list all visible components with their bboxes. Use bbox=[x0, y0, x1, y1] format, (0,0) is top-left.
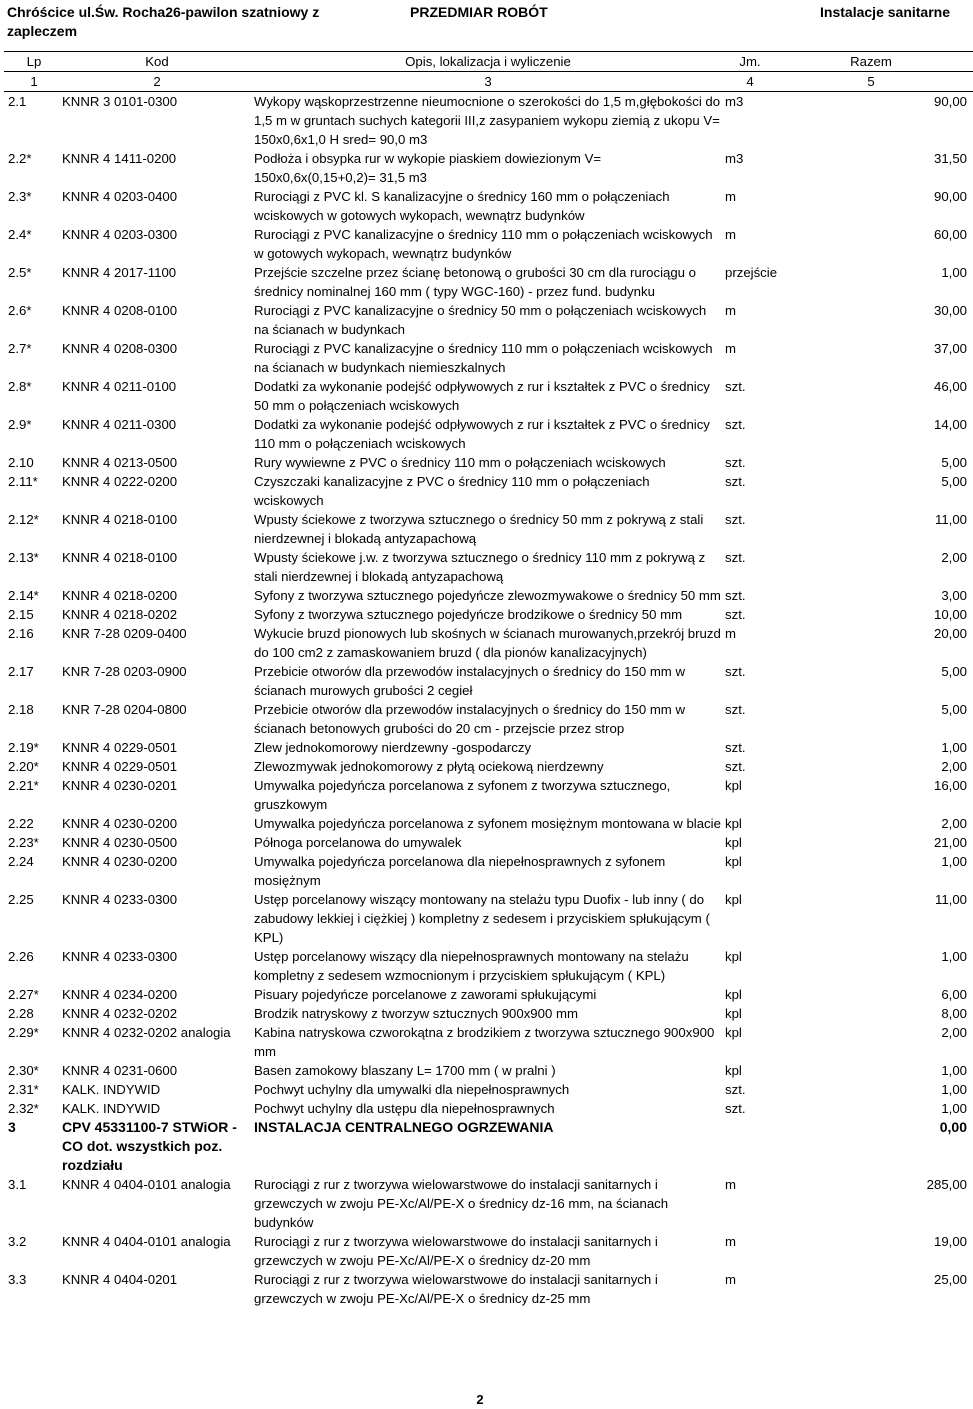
page-number: 2 bbox=[476, 1392, 484, 1407]
row-razem: 10,00 bbox=[933, 607, 967, 622]
row-razem: 31,50 bbox=[933, 151, 967, 166]
row-opis: Rurociągi z rur z tworzywa wielowarstwowe do instalacji sanitarnych i grzewczych w zwoju PE-Xc/Al/PE-X o średnicy dz-16 mm, na ścianach budynków bbox=[254, 1177, 669, 1230]
row-jm: m bbox=[725, 227, 736, 242]
row-jm: szt. bbox=[725, 550, 746, 565]
row-lp: 3.3 bbox=[8, 1272, 27, 1287]
table-row bbox=[4, 1232, 973, 1270]
row-opis: Półnoga porcelanowa do umywalek bbox=[254, 835, 462, 850]
row-lp: 2.31* bbox=[8, 1082, 39, 1097]
row-razem: 30,00 bbox=[933, 303, 967, 318]
row-kod: KNNR 3 0101-0300 bbox=[62, 94, 178, 109]
table-row bbox=[4, 605, 973, 624]
row-lp: 2.29* bbox=[8, 1025, 39, 1040]
row-jm: kpl bbox=[725, 816, 742, 831]
table-row bbox=[4, 757, 973, 776]
row-kod: KALK. INDYWID bbox=[62, 1082, 161, 1097]
row-lp: 2.25 bbox=[8, 892, 34, 907]
row-lp: 2.2* bbox=[8, 151, 32, 166]
row-razem: 19,00 bbox=[933, 1234, 967, 1249]
row-razem: 11,00 bbox=[934, 512, 967, 527]
row-lp: 2.4* bbox=[8, 227, 32, 242]
row-lp: 2.18 bbox=[8, 702, 34, 717]
table-header-row bbox=[4, 52, 973, 72]
row-kod: KNNR 4 0230-0200 bbox=[62, 816, 178, 831]
table-row bbox=[4, 1080, 973, 1099]
row-lp: 2.11* bbox=[8, 474, 38, 489]
row-kod: KNR 7-28 0209-0400 bbox=[62, 626, 187, 641]
page-header bbox=[0, 0, 960, 42]
row-opis: Rurociągi z rur z tworzywa wielowarstwowe do instalacji sanitarnych i grzewczych w zwoju PE-Xc/Al/PE-X o średnicy dz-25 mm bbox=[254, 1272, 658, 1306]
row-razem: 1,00 bbox=[941, 1101, 967, 1116]
row-jm: szt. bbox=[725, 474, 746, 489]
row-lp: 2.22 bbox=[8, 816, 34, 831]
row-opis: Przejście szczelne przez ścianę betonową o grubości 30 cm dla rurociągu o średnicy nominalnej 160 mm ( typy WGC-160) - przez fund. budynku bbox=[254, 265, 697, 299]
row-opis: Rurociągi z PVC kl. S kanalizacyjne o średnicy 160 mm o połączeniach wciskowych w gotowych wykopach, wewnątrz budynków bbox=[254, 189, 670, 223]
row-opis: Umywalka pojedyńcza porcelanowa dla niepełnosprawnych z syfonem mosiężnym bbox=[254, 854, 666, 888]
row-kod: KNNR 4 0218-0100 bbox=[62, 550, 178, 565]
row-lp: 2.21* bbox=[8, 778, 39, 793]
row-jm: szt. bbox=[725, 1082, 746, 1097]
table-row bbox=[4, 301, 973, 339]
row-jm: kpl bbox=[725, 1063, 742, 1078]
row-lp: 2.26 bbox=[8, 949, 34, 964]
row-jm: przejście bbox=[725, 265, 778, 280]
row-jm: szt. bbox=[725, 664, 746, 679]
row-jm: kpl bbox=[725, 854, 742, 869]
row-opis: Wpusty ściekowe z tworzywa sztucznego o średnicy 50 mm z pokrywą z stali nierdzewnej i blokadą antyzapachową bbox=[254, 512, 704, 546]
row-kod: KNNR 4 0230-0200 bbox=[62, 854, 178, 869]
table-row bbox=[4, 225, 973, 263]
row-razem: 0,00 bbox=[939, 1119, 967, 1135]
row-kod: KNNR 4 0218-0202 bbox=[62, 607, 178, 622]
row-opis: Zlewozmywak jednokomorowy z płytą ociekową nierdzewny bbox=[254, 759, 604, 774]
row-razem: 2,00 bbox=[941, 1025, 967, 1040]
table-row bbox=[4, 92, 973, 150]
header-section: Instalacje sanitarne bbox=[820, 4, 950, 20]
row-jm: kpl bbox=[725, 987, 742, 1002]
row-lp: 2.32* bbox=[8, 1101, 39, 1116]
row-opis: Pisuary pojedyńcze porcelanowe z zaworami spłukującymi bbox=[254, 987, 597, 1002]
row-opis: Zlew jednokomorowy nierdzewny -gospodarczy bbox=[254, 740, 532, 755]
row-opis: Kabina natryskowa czworokątna z brodzikiem z tworzywa sztucznego 900x900 mm bbox=[254, 1025, 715, 1059]
row-jm: szt. bbox=[725, 512, 746, 527]
col-jm: Jm. bbox=[722, 52, 775, 72]
row-opis: Brodzik natryskowy z tworzyw sztucznych 900x900 mm bbox=[254, 1006, 578, 1021]
row-jm: kpl bbox=[725, 778, 742, 793]
col-opis: Opis, lokalizacja i wyliczenie bbox=[252, 52, 722, 72]
row-opis: Pochwyt uchylny dla ustępu dla niepełnosprawnych bbox=[254, 1101, 555, 1116]
row-kod: KNNR 4 0404-0101 analogia bbox=[62, 1234, 231, 1249]
row-kod: KNR 7-28 0204-0800 bbox=[62, 702, 187, 717]
col-num-4: 4 bbox=[722, 72, 775, 92]
row-kod: CPV 45331100-7 STWiOR - CO dot. wszystkich poz. rozdziału bbox=[62, 1119, 237, 1173]
row-opis: Syfony z tworzywa sztucznego pojedyńcze brodzikowe o średnicy 50 mm bbox=[254, 607, 683, 622]
table-row bbox=[4, 1099, 973, 1118]
row-razem: 5,00 bbox=[941, 702, 967, 717]
row-opis: INSTALACJA CENTRALNEGO OGRZEWANIA bbox=[254, 1119, 554, 1135]
row-opis: Pochwyt uchylny dla umywalki dla niepełnosprawnych bbox=[254, 1082, 570, 1097]
row-kod: KNNR 4 0404-0101 analogia bbox=[62, 1177, 231, 1192]
row-razem: 37,00 bbox=[933, 341, 967, 356]
row-razem: 60,00 bbox=[933, 227, 967, 242]
row-jm bbox=[722, 1118, 775, 1175]
row-razem: 1,00 bbox=[941, 265, 967, 280]
row-jm: kpl bbox=[725, 949, 742, 964]
row-jm: szt. bbox=[725, 417, 746, 432]
row-kod: KNNR 4 0234-0200 bbox=[62, 987, 178, 1002]
row-lp: 2.13* bbox=[8, 550, 39, 565]
row-jm: m bbox=[725, 303, 736, 318]
row-kod: KNNR 4 0203-0300 bbox=[62, 227, 178, 242]
row-razem: 5,00 bbox=[941, 664, 967, 679]
table-row bbox=[4, 1061, 973, 1080]
table-row bbox=[4, 662, 973, 700]
row-lp: 2.9* bbox=[8, 417, 32, 432]
table-row bbox=[4, 415, 973, 453]
row-kod: KNNR 4 0218-0100 bbox=[62, 512, 178, 527]
table-row bbox=[4, 510, 973, 548]
row-opis: Umywalka pojedyńcza porcelanowa z syfonem z tworzywa sztucznego, gruszkowym bbox=[254, 778, 671, 812]
row-lp: 2.8* bbox=[8, 379, 32, 394]
header-location: Chróścice ul.Św. Rocha26-pawilon szatniowy z zapleczem bbox=[7, 4, 320, 39]
row-lp: 2.20* bbox=[8, 759, 39, 774]
row-razem: 46,00 bbox=[933, 379, 967, 394]
row-lp: 2.17 bbox=[8, 664, 34, 679]
row-kod: KNNR 4 0229-0501 bbox=[62, 740, 178, 755]
row-jm: szt. bbox=[725, 588, 746, 603]
table-row bbox=[4, 339, 973, 377]
row-kod: KNNR 4 0222-0200 bbox=[62, 474, 178, 489]
row-opis: Ustęp porcelanowy wiszący montowany na stelażu typu Duofix - lub inny ( do zabudowy lekkiej i ciężkiej ) kompletny z sedesem i przyciskiem spłukującym ( KPL) bbox=[254, 892, 710, 945]
row-lp: 2.15 bbox=[8, 607, 34, 622]
row-opis: Wykucie bruzd pionowych lub skośnych w ścianach murowanych,przekrój bruzd do 100 cm2 z zamaskowaniem bruzd ( dla pionów kanalizacyjnych) bbox=[254, 626, 721, 660]
row-jm: m bbox=[725, 1234, 736, 1249]
row-opis: Rury wywiewne z PVC o średnicy 110 mm o połączeniach wciskowych bbox=[254, 455, 666, 470]
row-kod: KNNR 4 0230-0500 bbox=[62, 835, 178, 850]
header-title: PRZEDMIAR ROBÓT bbox=[410, 4, 548, 20]
table-row bbox=[4, 453, 973, 472]
row-razem: 21,00 bbox=[933, 835, 967, 850]
row-razem: 1,00 bbox=[941, 1063, 967, 1078]
row-lp: 2.14* bbox=[8, 588, 39, 603]
table-row bbox=[4, 263, 973, 301]
table-row bbox=[4, 149, 973, 187]
bill-of-quantities-table bbox=[4, 51, 973, 1308]
row-razem: 8,00 bbox=[941, 1006, 967, 1021]
row-kod: KNNR 4 0233-0300 bbox=[62, 949, 178, 964]
row-opis: Ustęp porcelanowy wiszący dla niepełnosprawnych montowany na stelażu kompletny z sedesem wzmocnionym i przyciskiem spłukującym ( KPL) bbox=[254, 949, 689, 983]
row-lp: 3.1 bbox=[8, 1177, 27, 1192]
row-kod: KNR 7-28 0203-0900 bbox=[62, 664, 187, 679]
row-opis: Umywalka pojedyńcza porcelanowa z syfonem mosiężnym montowana w blacie bbox=[254, 816, 721, 831]
table-number-row bbox=[4, 72, 973, 92]
row-kod: KNNR 4 0229-0501 bbox=[62, 759, 178, 774]
row-kod: KNNR 4 0211-0300 bbox=[62, 417, 177, 432]
col-num-3: 3 bbox=[252, 72, 722, 92]
row-opis: Przebicie otworów dla przewodów instalacyjnych o średnicy do 150 mm w ścianach murowych grubości 2 cegieł bbox=[254, 664, 685, 698]
row-lp: 2.1 bbox=[8, 94, 27, 109]
table-row bbox=[4, 548, 973, 586]
row-kod: KNNR 4 1411-0200 bbox=[62, 151, 177, 166]
row-kod: KNNR 4 0203-0400 bbox=[62, 189, 178, 204]
row-razem: 1,00 bbox=[941, 1082, 967, 1097]
row-razem: 16,00 bbox=[933, 778, 967, 793]
row-razem: 1,00 bbox=[941, 949, 967, 964]
row-kod: KNNR 4 0231-0600 bbox=[62, 1063, 178, 1078]
row-jm: szt. bbox=[725, 1101, 746, 1116]
row-lp: 2.24 bbox=[8, 854, 34, 869]
row-jm: m3 bbox=[725, 151, 744, 166]
row-razem: 25,00 bbox=[933, 1272, 967, 1287]
row-lp: 2.5* bbox=[8, 265, 32, 280]
table-row bbox=[4, 890, 973, 947]
row-razem: 5,00 bbox=[941, 474, 967, 489]
row-razem: 14,00 bbox=[933, 417, 967, 432]
row-opis: Dodatki za wykonanie podejść odpływowych z rur i kształtek z PVC o średnicy 110 mm o połączeniach wciskowych bbox=[254, 417, 710, 451]
row-opis: Przebicie otworów dla przewodów instalacyjnych o średnicy do 150 mm w ścianach betonowych grubości do 20 cm - przejscie przez strop bbox=[254, 702, 685, 736]
row-razem: 90,00 bbox=[933, 189, 967, 204]
row-jm: szt. bbox=[725, 607, 746, 622]
row-opis: Basen zamokowy blaszany L= 1700 mm ( w pralni ) bbox=[254, 1063, 556, 1078]
row-razem: 5,00 bbox=[941, 455, 967, 470]
row-jm: m bbox=[725, 626, 736, 641]
row-razem: 2,00 bbox=[941, 816, 967, 831]
row-jm: m3 bbox=[725, 94, 744, 109]
table-row bbox=[4, 472, 973, 510]
row-opis: Rurociągi z PVC kanalizacyjne o średnicy 50 mm o połączeniach wciskowych na ścianach w budynkach bbox=[254, 303, 707, 337]
table-row bbox=[4, 985, 973, 1004]
row-opis: Wykopy wąskoprzestrzenne nieumocnione o szerokości do 1,5 m,głębokości do 1,5 m w gruntach suchych kategorii III,z zasypaniem wykopu ziemią z ukopu V= 150x0,6x1,0 H sred= 90,0 m3 bbox=[254, 94, 721, 147]
table-row bbox=[4, 377, 973, 415]
row-lp: 2.3* bbox=[8, 189, 32, 204]
row-kod: KALK. INDYWID bbox=[62, 1101, 161, 1116]
row-jm: m bbox=[725, 1177, 736, 1192]
table-row bbox=[4, 1023, 973, 1061]
row-kod: KNNR 4 0232-0202 analogia bbox=[62, 1025, 231, 1040]
table-row bbox=[4, 700, 973, 738]
table-row bbox=[4, 1118, 973, 1175]
row-jm: kpl bbox=[725, 1025, 742, 1040]
row-jm: szt. bbox=[725, 702, 746, 717]
row-jm: szt. bbox=[725, 740, 746, 755]
table-row bbox=[4, 776, 973, 814]
col-num-2: 2 bbox=[60, 72, 252, 92]
row-opis: Podłoża i obsypka rur w wykopie piaskiem dowiezionym V= 150x0,6x(0,15+0,2)= 31,5 m3 bbox=[254, 151, 602, 185]
row-lp: 3.2 bbox=[8, 1234, 27, 1249]
row-kod: KNNR 4 0218-0200 bbox=[62, 588, 178, 603]
row-razem: 2,00 bbox=[941, 759, 967, 774]
row-razem: 2,00 bbox=[941, 550, 967, 565]
row-opis: Wpusty ściekowe j.w. z tworzywa sztucznego o średnicy 110 mm z pokrywą z stali nierdzewnej i blokadą antyzapachową bbox=[254, 550, 706, 584]
row-lp: 2.30* bbox=[8, 1063, 39, 1078]
row-razem: 1,00 bbox=[941, 740, 967, 755]
row-razem: 20,00 bbox=[933, 626, 967, 641]
row-opis: Syfony z tworzywa sztucznego pojedyńcze zlewozmywakowe o średnicy 50 mm bbox=[254, 588, 721, 603]
row-jm: szt. bbox=[725, 379, 746, 394]
row-lp: 2.23* bbox=[8, 835, 39, 850]
row-jm: m bbox=[725, 189, 736, 204]
row-lp: 2.10 bbox=[8, 455, 34, 470]
row-jm: szt. bbox=[725, 759, 746, 774]
col-lp: Lp bbox=[4, 52, 60, 72]
table-row bbox=[4, 852, 973, 890]
row-opis: Rurociągi z PVC kanalizacyjne o średnicy 110 mm o połączeniach wciskowych w gotowych wykopach, wewnątrz budynków bbox=[254, 227, 713, 261]
row-lp: 2.7* bbox=[8, 341, 32, 356]
row-jm: kpl bbox=[725, 892, 742, 907]
row-razem: 11,00 bbox=[934, 892, 967, 907]
table-row bbox=[4, 187, 973, 225]
row-kod: KNNR 4 0404-0201 bbox=[62, 1272, 178, 1287]
row-opis: Dodatki za wykonanie podejść odpływowych z rur i kształtek z PVC o średnicy 50 mm o połączeniach wciskowych bbox=[254, 379, 710, 413]
row-jm: szt. bbox=[725, 455, 746, 470]
table-row bbox=[4, 624, 973, 662]
row-kod: KNNR 4 0213-0500 bbox=[62, 455, 178, 470]
table-row bbox=[4, 947, 973, 985]
row-jm: m bbox=[725, 341, 736, 356]
table-row bbox=[4, 738, 973, 757]
row-lp: 2.6* bbox=[8, 303, 32, 318]
row-razem: 90,00 bbox=[933, 94, 967, 109]
table-row bbox=[4, 1004, 973, 1023]
row-kod: KNNR 4 0208-0300 bbox=[62, 341, 178, 356]
table-row bbox=[4, 1175, 973, 1232]
row-jm: m bbox=[725, 1272, 736, 1287]
table-row bbox=[4, 814, 973, 833]
row-razem: 1,00 bbox=[941, 854, 967, 869]
row-jm: kpl bbox=[725, 1006, 742, 1021]
row-razem: 285,00 bbox=[926, 1177, 967, 1192]
row-lp: 2.19* bbox=[8, 740, 39, 755]
row-kod: KNNR 4 0211-0100 bbox=[62, 379, 177, 394]
col-razem: Razem bbox=[775, 52, 973, 72]
row-kod: KNNR 4 0232-0202 bbox=[62, 1006, 178, 1021]
row-opis: Rurociągi z rur z tworzywa wielowarstwowe do instalacji sanitarnych i grzewczych w zwoju PE-Xc/Al/PE-X o średnicy dz-20 mm bbox=[254, 1234, 658, 1268]
table-row bbox=[4, 1270, 973, 1308]
row-opis: Rurociągi z PVC kanalizacyjne o średnicy 110 mm o połączeniach wciskowych na ścianach w budynkach niemieszkalnych bbox=[254, 341, 713, 375]
row-kod: KNNR 4 0208-0100 bbox=[62, 303, 178, 318]
row-kod: KNNR 4 0230-0201 bbox=[62, 778, 178, 793]
row-razem: 3,00 bbox=[941, 588, 967, 603]
row-kod: KNNR 4 2017-1100 bbox=[62, 265, 177, 280]
row-opis: Czyszczaki kanalizacyjne z PVC o średnicy 110 mm o połączeniach wciskowych bbox=[254, 474, 650, 508]
col-num-1: 1 bbox=[4, 72, 60, 92]
row-lp: 2.12* bbox=[8, 512, 39, 527]
row-lp: 2.16 bbox=[8, 626, 34, 641]
row-jm: kpl bbox=[725, 835, 742, 850]
col-num-5: 5 bbox=[775, 72, 973, 92]
table-row bbox=[4, 833, 973, 852]
row-razem: 6,00 bbox=[941, 987, 967, 1002]
table-row bbox=[4, 586, 973, 605]
row-lp: 2.28 bbox=[8, 1006, 34, 1021]
row-lp: 2.27* bbox=[8, 987, 39, 1002]
row-kod: KNNR 4 0233-0300 bbox=[62, 892, 178, 907]
row-lp: 3 bbox=[8, 1119, 16, 1135]
col-kod: Kod bbox=[60, 52, 252, 72]
